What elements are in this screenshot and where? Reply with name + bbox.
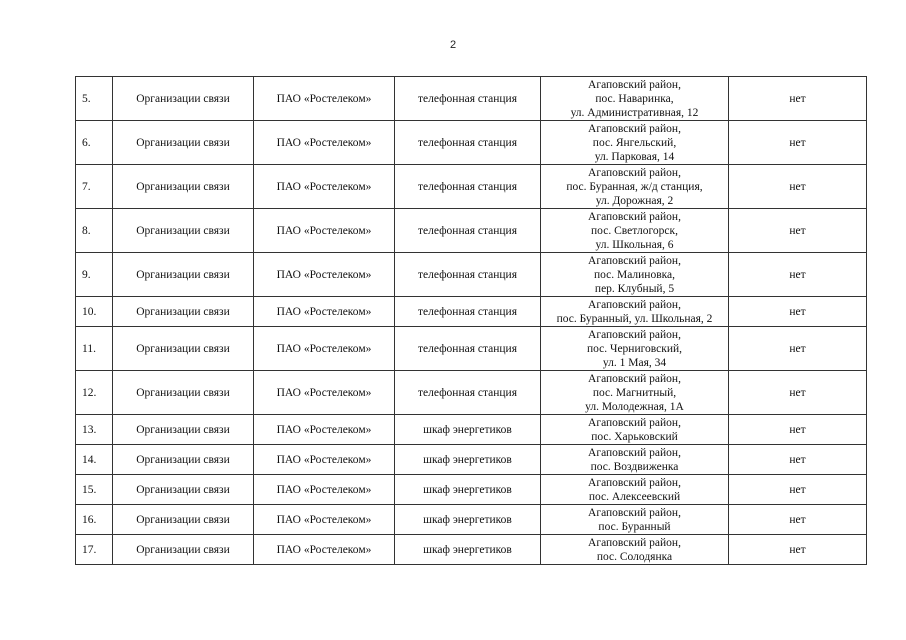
row-number: 14.	[76, 445, 113, 475]
address-line: ул. Дорожная, 2	[595, 194, 674, 207]
table-row	[76, 121, 867, 165]
note-cell: нет	[729, 505, 867, 535]
row-number: 5.	[76, 77, 113, 121]
organization-cell: ПАО «Ростелеком»	[254, 475, 395, 505]
organization-cell: ПАО «Ростелеком»	[254, 415, 395, 445]
address-cell	[541, 253, 729, 297]
row-number: 7.	[76, 165, 113, 209]
table-row	[76, 327, 867, 371]
address-cell	[541, 121, 729, 165]
organization-cell: ПАО «Ростелеком»	[254, 535, 395, 565]
address-line: ул. Школьная, 6	[595, 238, 674, 251]
object-cell: шкаф энергетиков	[395, 415, 541, 445]
address-line: пос. Солодянка	[596, 550, 673, 563]
category-cell: Организации связи	[113, 297, 254, 327]
row-number: 9.	[76, 253, 113, 297]
address-line: Агаповский район,	[588, 254, 681, 267]
table-row	[76, 77, 867, 121]
organization-cell: ПАО «Ростелеком»	[254, 297, 395, 327]
organization-cell: ПАО «Ростелеком»	[254, 253, 395, 297]
object-cell: телефонная станция	[395, 77, 541, 121]
row-number: 13.	[76, 415, 113, 445]
row-number: 16.	[76, 505, 113, 535]
category-cell: Организации связи	[113, 327, 254, 371]
address-line: ул. Молодежная, 1А	[585, 400, 684, 413]
category-cell: Организации связи	[113, 445, 254, 475]
row-number: 15.	[76, 475, 113, 505]
address-cell	[541, 371, 729, 415]
address-line: пос. Магнитный,	[592, 386, 677, 399]
address-line: Агаповский район,	[588, 506, 681, 519]
note-cell: нет	[729, 327, 867, 371]
row-number: 6.	[76, 121, 113, 165]
address-line: Агаповский район,	[588, 446, 681, 459]
address-line: Агаповский район,	[588, 78, 681, 91]
category-cell: Организации связи	[113, 165, 254, 209]
note-cell: нет	[729, 297, 867, 327]
address-line: пос. Алексеевский	[588, 490, 681, 503]
table-row	[76, 445, 867, 475]
address-line: пос. Буранный	[598, 520, 671, 533]
address-line: пос. Наваринка,	[595, 92, 674, 105]
address-cell	[541, 297, 729, 327]
address-cell	[541, 77, 729, 121]
address-cell	[541, 535, 729, 565]
address-line: пос. Воздвиженка	[590, 460, 679, 473]
row-number: 12.	[76, 371, 113, 415]
organization-cell: ПАО «Ростелеком»	[254, 505, 395, 535]
category-cell: Организации связи	[113, 253, 254, 297]
address-line: пос. Буранная, ж/д станция,	[566, 180, 703, 193]
table-row	[76, 535, 867, 565]
address-line: пос. Черниговский,	[586, 342, 683, 355]
object-cell: телефонная станция	[395, 165, 541, 209]
object-cell: телефонная станция	[395, 209, 541, 253]
objects-table	[75, 76, 867, 565]
category-cell: Организации связи	[113, 121, 254, 165]
address-cell	[541, 209, 729, 253]
address-line: Агаповский район,	[588, 298, 681, 311]
category-cell: Организации связи	[113, 505, 254, 535]
address-line: ул. 1 Мая, 34	[602, 356, 667, 369]
address-line: ул. Парковая, 14	[594, 150, 675, 163]
organization-cell: ПАО «Ростелеком»	[254, 327, 395, 371]
row-number: 11.	[76, 327, 113, 371]
address-cell	[541, 475, 729, 505]
row-number: 10.	[76, 297, 113, 327]
note-cell: нет	[729, 535, 867, 565]
note-cell: нет	[729, 445, 867, 475]
address-line: Агаповский район,	[588, 476, 681, 489]
organization-cell: ПАО «Ростелеком»	[254, 77, 395, 121]
table-row	[76, 253, 867, 297]
address-line: пос. Светлогорск,	[591, 224, 678, 237]
object-cell: телефонная станция	[395, 253, 541, 297]
address-line: пер. Клубный, 5	[594, 282, 675, 295]
note-cell: нет	[729, 415, 867, 445]
row-number: 8.	[76, 209, 113, 253]
organization-cell: ПАО «Ростелеком»	[254, 121, 395, 165]
note-cell: нет	[729, 121, 867, 165]
category-cell: Организации связи	[113, 415, 254, 445]
address-line: пос. Харьковский	[591, 430, 678, 443]
table-row	[76, 475, 867, 505]
category-cell: Организации связи	[113, 535, 254, 565]
address-line: пос. Малиновка,	[593, 268, 676, 281]
table-row	[76, 209, 867, 253]
object-cell: шкаф энергетиков	[395, 475, 541, 505]
organization-cell: ПАО «Ростелеком»	[254, 165, 395, 209]
note-cell: нет	[729, 165, 867, 209]
address-cell	[541, 445, 729, 475]
address-line: пос. Буранный, ул. Школьная, 2	[556, 312, 713, 325]
address-cell	[541, 327, 729, 371]
category-cell: Организации связи	[113, 77, 254, 121]
table-row	[76, 297, 867, 327]
object-cell: телефонная станция	[395, 327, 541, 371]
address-cell	[541, 505, 729, 535]
organization-cell: ПАО «Ростелеком»	[254, 209, 395, 253]
organization-cell: ПАО «Ростелеком»	[254, 371, 395, 415]
object-cell: телефонная станция	[395, 371, 541, 415]
address-cell	[541, 165, 729, 209]
note-cell: нет	[729, 77, 867, 121]
address-line: Агаповский район,	[588, 122, 681, 135]
address-line: Агаповский район,	[588, 328, 681, 341]
address-line: Агаповский район,	[588, 210, 681, 223]
address-line: пос. Янгельский,	[592, 136, 677, 149]
object-cell: шкаф энергетиков	[395, 445, 541, 475]
category-cell: Организации связи	[113, 371, 254, 415]
address-line: ул. Административная, 12	[570, 106, 699, 119]
note-cell: нет	[729, 253, 867, 297]
address-line: Агаповский район,	[588, 166, 681, 179]
object-cell: шкаф энергетиков	[395, 535, 541, 565]
object-cell: телефонная станция	[395, 297, 541, 327]
page-number: 2	[449, 39, 457, 51]
objects-table-body	[76, 77, 867, 565]
object-cell: телефонная станция	[395, 121, 541, 165]
table-row	[76, 165, 867, 209]
address-line: Агаповский район,	[588, 536, 681, 549]
category-cell: Организации связи	[113, 209, 254, 253]
note-cell: нет	[729, 371, 867, 415]
table-row	[76, 505, 867, 535]
note-cell: нет	[729, 475, 867, 505]
address-cell	[541, 415, 729, 445]
object-cell: шкаф энергетиков	[395, 505, 541, 535]
address-line: Агаповский район,	[588, 416, 681, 429]
address-line: Агаповский район,	[588, 372, 681, 385]
note-cell: нет	[729, 209, 867, 253]
category-cell: Организации связи	[113, 475, 254, 505]
organization-cell: ПАО «Ростелеком»	[254, 445, 395, 475]
table-row	[76, 371, 867, 415]
row-number: 17.	[76, 535, 113, 565]
table-row	[76, 415, 867, 445]
